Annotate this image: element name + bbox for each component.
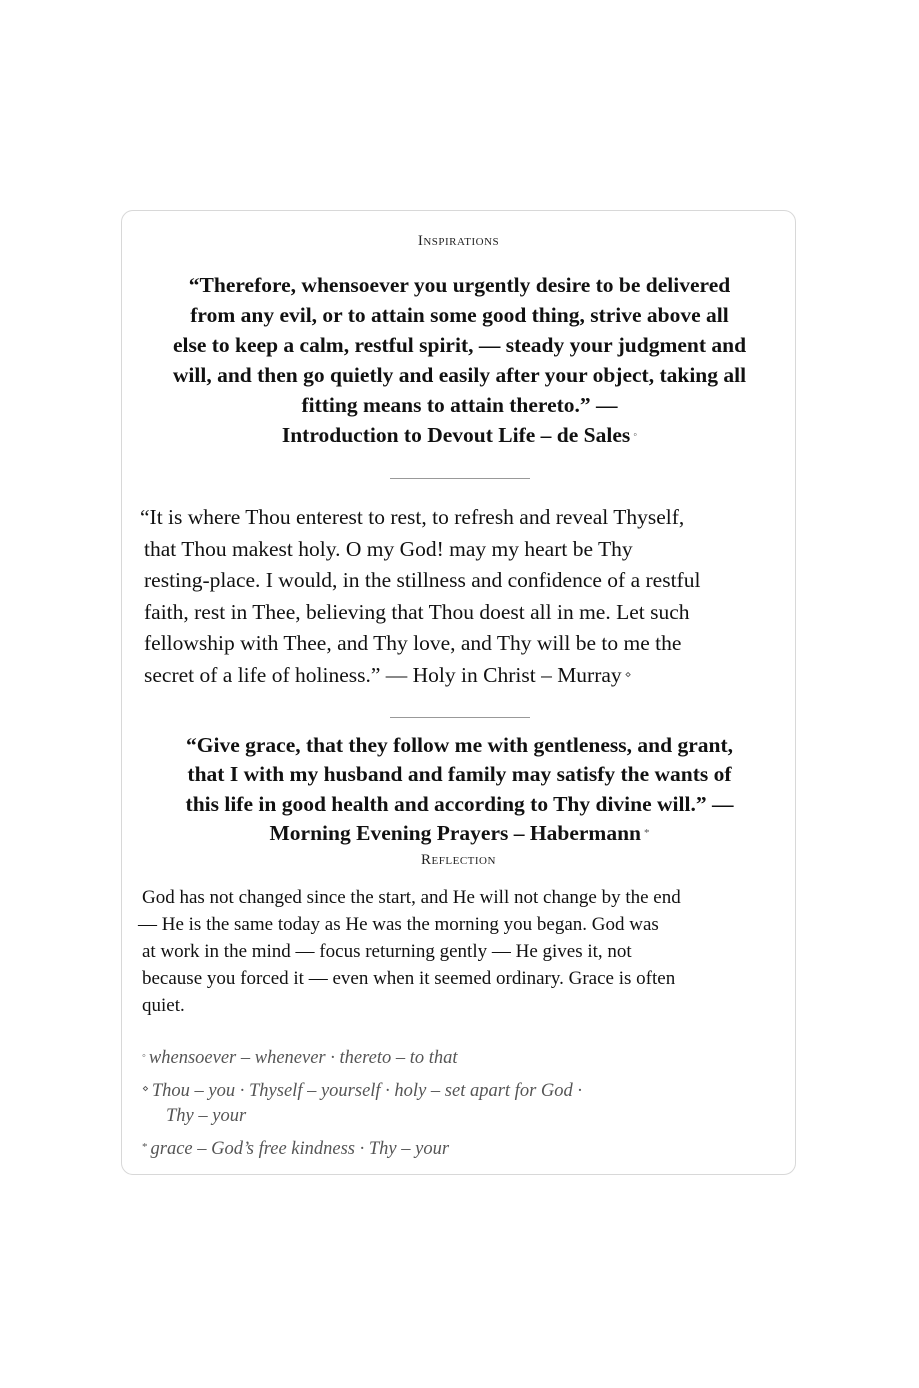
footnote-marker: ◦	[633, 429, 638, 441]
quote-attribution	[140, 819, 779, 848]
glossary-text: Thy – your	[166, 1106, 247, 1126]
quote-line: that I with my husband and family may satisfy the wants of	[187, 762, 732, 787]
divider	[390, 717, 530, 718]
glossary-note	[142, 1135, 449, 1162]
quote-line: “It is where Thou enterest to rest, to refresh and reveal Thyself,	[140, 505, 685, 529]
attribution-text: Morning Evening Prayers – Habermann	[269, 820, 641, 845]
attribution-text: Introduction to Devout Life – de Sales	[281, 423, 631, 447]
attribution-text: secret of a life of holiness.” — Holy in Christ – Murray	[144, 662, 622, 687]
reflection-line: God has not changed since the start, and He will not change by the end	[142, 887, 681, 908]
quote-line: will, and then go quietly and easily after your object, taking all	[172, 363, 747, 387]
quote-line: fellowship with Thee, and Thy love, and Thy will be to me the	[144, 631, 682, 656]
quote-line	[140, 660, 780, 692]
reflection-text	[138, 884, 774, 1019]
inspirations-heading: Inspirations	[417, 233, 500, 249]
glossary-text: Thou – you · Thyself – yourself · holy – set apart for God ·	[151, 1081, 582, 1101]
quote-line: this life in good health and according to Thy divine will.” —	[185, 791, 734, 816]
glossary-text: grace – God’s free kindness · Thy – your	[150, 1139, 450, 1159]
quote-de-sales	[140, 270, 779, 450]
reflection-line: quiet.	[142, 995, 185, 1016]
quote-line: “Give grace, that they follow me with gentleness, and grant,	[186, 733, 733, 757]
quote-murray	[140, 502, 780, 692]
reflection-line: because you forced it — even when it seemed ordinary. Grace is often	[142, 968, 676, 989]
reflection-line: at work in the mind — focus returning gently — He gives it, not	[142, 941, 632, 962]
footnote-marker: ⋄	[624, 668, 632, 681]
quote-line: faith, rest in Thee, believing that Thou doest all in me. Let such	[144, 599, 690, 624]
glossary-note	[142, 1077, 582, 1129]
footnote-marker: ◦	[142, 1050, 146, 1062]
quote-line: fitting means to attain thereto.” —	[301, 393, 618, 417]
quote-line: “Therefore, whensoever you urgently desire to be delivered	[188, 273, 731, 297]
glossary-note	[142, 1044, 458, 1071]
quote-line: that Thou makest holy. O my God! may my heart be Thy	[144, 536, 633, 561]
quote-line: from any evil, or to attain some good thing, strive above all	[190, 303, 729, 327]
glossary-text: whensoever – whenever · thereto – to that	[148, 1048, 458, 1068]
quote-line: resting-place. I would, in the stillness and confidence of a restful	[144, 568, 701, 593]
footnote-marker: *	[142, 1141, 148, 1153]
quote-habermann	[140, 731, 779, 848]
devotional-card	[121, 210, 796, 1175]
reflection-heading: Reflection	[421, 852, 496, 868]
quote-attribution	[140, 420, 779, 450]
footnote-marker: ⋄	[142, 1083, 149, 1095]
reflection-line: — He is the same today as He was the morning you began. God was	[138, 914, 659, 935]
divider	[390, 478, 530, 479]
quote-line: else to keep a calm, restful spirit, — steady your judgment and	[172, 333, 747, 357]
footnote-marker: *	[643, 826, 650, 839]
